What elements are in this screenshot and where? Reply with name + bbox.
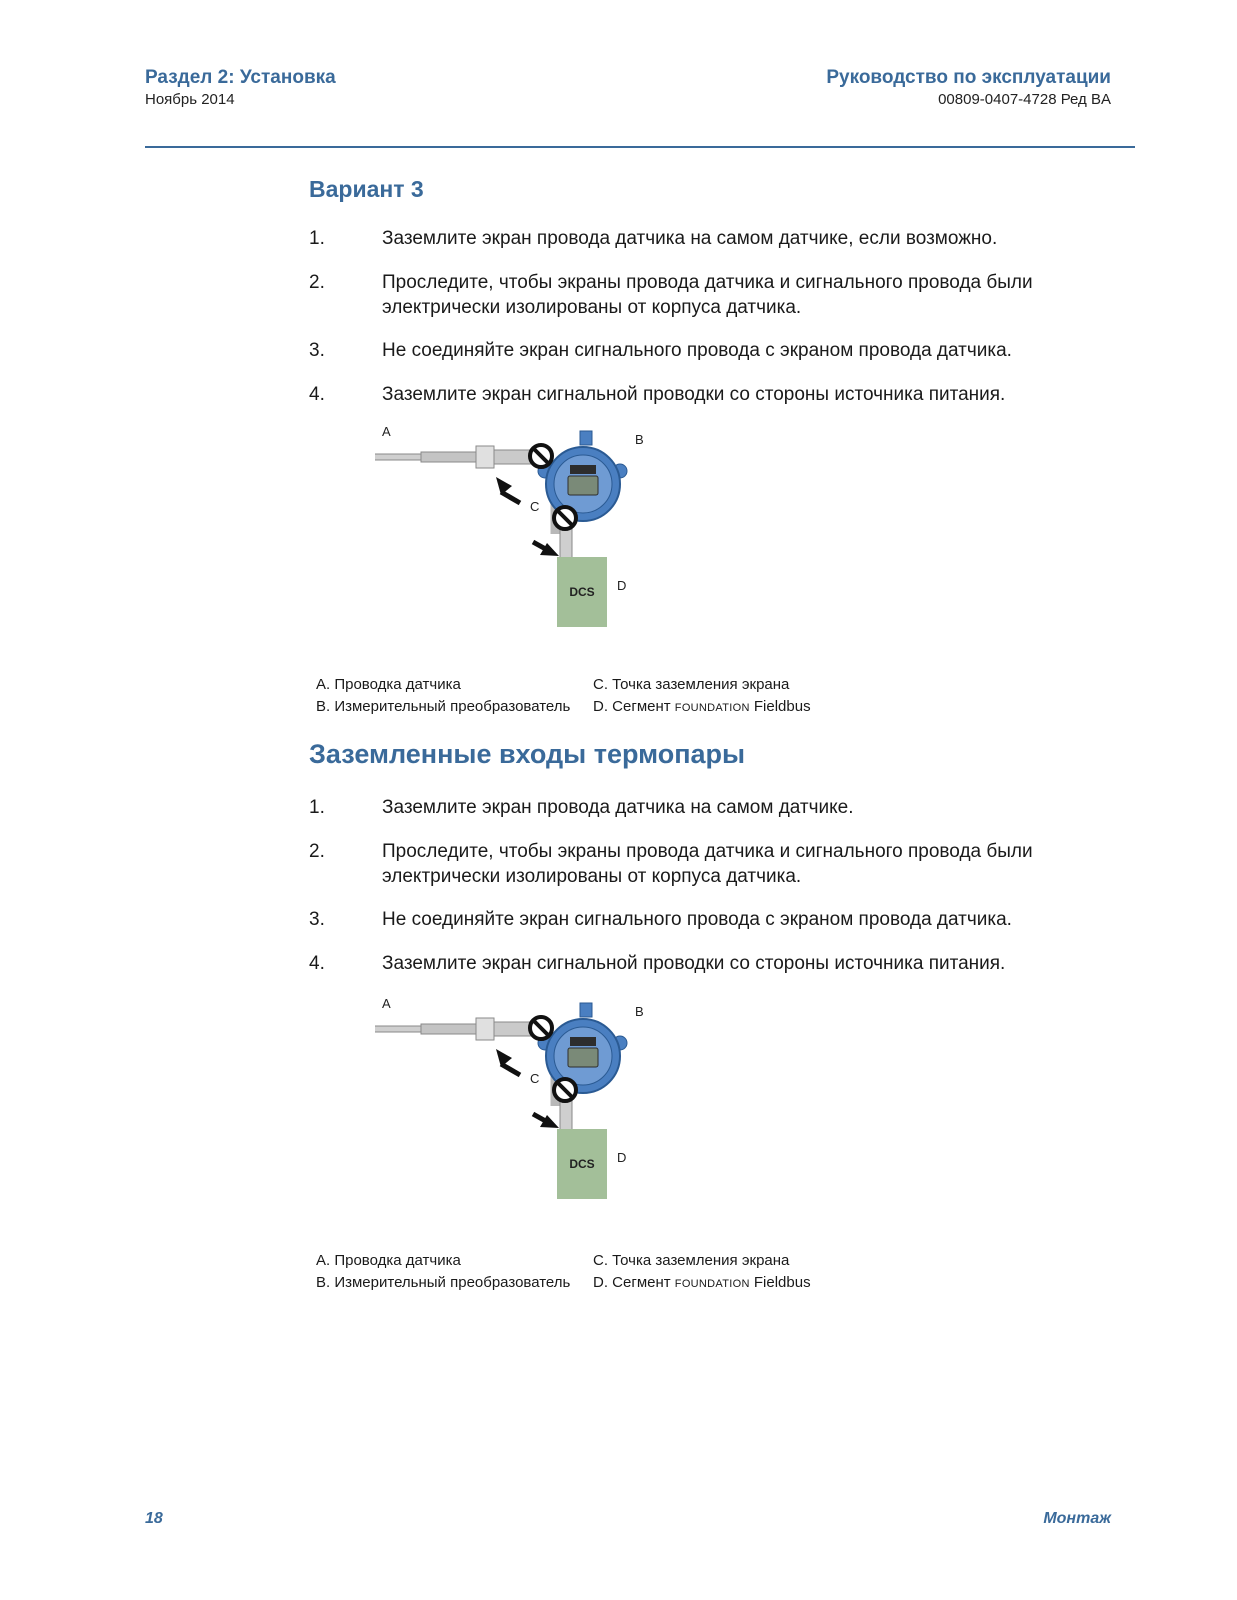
step-text: Заземлите экран сигнальной проводки со стороны источника питания. [382, 953, 1006, 974]
legend-d-smallcaps: FOUNDATION [674, 1278, 750, 1290]
document-title: Руководство по эксплуатации [826, 67, 1111, 88]
step-number: 3. [309, 340, 325, 361]
step-text: Проследите, чтобы экраны провода датчика и сигнального провода были электрически изолированы от корпуса датчика. [382, 272, 1033, 318]
step-text: Заземлите экран провода датчика на самом датчике, если возможно. [382, 228, 998, 249]
legend-d-suffix: Fieldbus [749, 1274, 811, 1291]
thermocouple-steps [309, 795, 1099, 976]
legend-item-c: C. Точка заземления экрана [593, 676, 790, 693]
step-text: Не соединяйте экран сигнального провода с экраном провода датчика. [382, 340, 1012, 361]
step-item [309, 338, 1099, 382]
header-right [826, 66, 1111, 110]
label-a: A [382, 996, 391, 1011]
step-item [309, 382, 1099, 407]
step-item [309, 907, 1099, 951]
legend-item-d [593, 696, 811, 719]
page-number: 18 [145, 1510, 163, 1527]
document-date: Ноябрь 2014 [145, 91, 235, 108]
legend-d-prefix: D. Сегмент [593, 1274, 675, 1291]
header-left [145, 66, 336, 110]
step-item [309, 839, 1099, 907]
legend-col-left [316, 674, 570, 718]
variant3-steps [309, 226, 1099, 407]
label-d: D [617, 578, 627, 593]
step-number: 4. [309, 384, 325, 405]
legend-d-suffix: Fieldbus [749, 698, 811, 715]
legend-col-right [593, 1250, 811, 1295]
footer-section-name: Монтаж [1043, 1510, 1111, 1527]
step-number: 3. [309, 909, 325, 930]
step-text: Не соединяйте экран сигнального провода с экраном провода датчика. [382, 909, 1012, 930]
grounding-diagram [375, 424, 655, 649]
legend-item-b: B. Измерительный преобразователь [316, 698, 571, 715]
label-c: C [530, 1071, 540, 1086]
step-number: 2. [309, 272, 325, 293]
legend-d-prefix: D. Сегмент [593, 698, 675, 715]
document-number: 00809-0407-4728 Ред BA [938, 91, 1111, 108]
label-b: B [635, 432, 644, 447]
transmitter-illustration [375, 424, 655, 649]
legend-item-b: B. Измерительный преобразователь [316, 1274, 571, 1291]
step-number: 1. [309, 797, 325, 818]
legend-item-a: A. Проводка датчика [316, 1252, 461, 1269]
dcs-box: DCS [557, 557, 607, 627]
dcs-box: DCS [557, 1129, 607, 1199]
section-title: Раздел 2: Установка [145, 67, 336, 88]
step-number: 4. [309, 953, 325, 974]
legend-col-right [593, 674, 811, 719]
legend-item-d [593, 1272, 811, 1295]
label-d: D [617, 1150, 627, 1165]
legend-item-c: C. Точка заземления экрана [593, 1252, 790, 1269]
step-text: Заземлите экран сигнальной проводки со стороны источника питания. [382, 384, 1006, 405]
legend-d-smallcaps: FOUNDATION [674, 702, 750, 714]
step-number: 2. [309, 841, 325, 862]
variant3-heading: Вариант 3 [309, 176, 424, 202]
step-number: 1. [309, 228, 325, 249]
legend-item-a: A. Проводка датчика [316, 676, 461, 693]
label-a: A [382, 424, 391, 439]
transmitter-illustration [375, 996, 655, 1221]
step-item [309, 226, 1099, 270]
label-c: C [530, 499, 540, 514]
header-divider [145, 146, 1135, 148]
step-text: Проследите, чтобы экраны провода датчика и сигнального провода были электрически изолированы от корпуса датчика. [382, 841, 1033, 887]
step-item [309, 270, 1099, 338]
step-item [309, 795, 1099, 839]
step-item [309, 951, 1099, 976]
label-b: B [635, 1004, 644, 1019]
step-text: Заземлите экран провода датчика на самом датчике. [382, 797, 854, 818]
legend-col-left [316, 1250, 570, 1294]
grounding-diagram [375, 996, 655, 1221]
thermocouple-heading: Заземленные входы термопары [309, 739, 746, 769]
